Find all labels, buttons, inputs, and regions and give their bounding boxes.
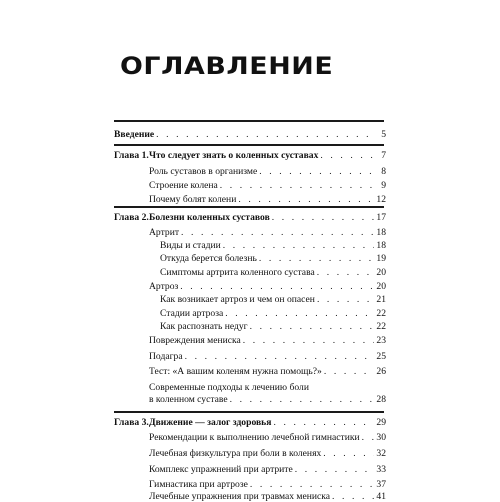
toc-label: Комплекс упражнений при артрите [149,464,293,475]
toc-label: Что следует знать о коленных суставах [149,150,319,161]
toc-entry[interactable] [149,394,386,405]
toc-label: Артроз [149,281,179,292]
toc-entry[interactable] [149,335,386,346]
dot-leader [185,351,374,362]
toc-page-number: 9 [381,180,386,191]
dot-leader [320,150,374,161]
toc-label: Строение колена [149,180,218,191]
dot-leader [259,253,374,264]
dot-leader [238,194,374,205]
dot-leader [220,180,374,191]
toc-label: Тест: «А вашим коленям нужна помощь?» [149,366,322,377]
toc-entry[interactable] [149,194,386,205]
toc-label: Лечебная физкультура при боли в коленях [149,448,322,459]
toc-page-number: 26 [376,366,386,377]
toc-page-number: 17 [376,212,386,223]
toc-page-number: 21 [376,294,386,305]
toc-label: Симптомы артрита коленного сустава [160,267,315,278]
toc-entry[interactable] [149,281,386,292]
toc-entry-intro[interactable] [114,129,386,140]
toc-entry[interactable] [149,448,386,459]
toc-label: Лечебные упражнения при травмах мениска [149,491,331,502]
dot-leader [156,129,374,140]
toc-entry[interactable] [160,308,386,319]
toc-label: Подагра [149,351,183,362]
dot-leader [250,479,374,490]
toc-label: Движение — залог здоровья [149,417,272,428]
toc-label: в коленном суставе [149,394,228,405]
toc-label: Повреждения мениска [149,335,241,346]
toc-entry[interactable] [160,294,386,305]
toc-entry-chapter-1[interactable] [149,150,386,161]
toc-page-number: 22 [376,308,386,319]
toc-page-number: 37 [376,479,386,490]
toc-label: Рекомендации к выполнению лечебной гимнастики [149,432,360,443]
toc-label: Как возникает артроз и чем он опасен [160,294,315,305]
dot-leader [272,212,374,223]
toc-entry[interactable] [149,491,386,502]
toc-page-number: 20 [376,267,386,278]
toc-entry[interactable] [149,479,386,490]
toc-entry[interactable] [160,240,386,251]
divider [114,411,384,413]
dot-leader [323,448,374,459]
toc-entry[interactable] [149,166,386,177]
toc-label: Как распознать недуг [160,321,248,332]
toc-page-number: 29 [376,417,386,428]
toc-page-number: 5 [381,129,386,140]
dot-leader [332,491,374,502]
toc-label: Роль суставов в организме [149,166,258,177]
toc-label: Почему болят колени [149,194,237,205]
toc-page-number: 8 [381,166,386,177]
chapter-number: Глава 2. [114,212,149,223]
toc-entry-line1[interactable]: Современные подходы к лечению боли [149,382,309,393]
toc-entry[interactable] [160,267,386,278]
dot-leader [250,321,374,332]
toc-page-number: 32 [376,448,386,459]
toc-label: Виды и стадии [160,240,221,251]
toc-page-number: 22 [376,321,386,332]
dot-leader [295,464,374,475]
divider [114,144,384,146]
toc-entry[interactable] [149,180,386,191]
dot-leader [259,166,374,177]
toc-label: Болезни коленных суставов [149,212,270,223]
toc-entry[interactable] [160,253,386,264]
dot-leader [225,308,374,319]
dot-leader [317,267,374,278]
toc-page-number: 23 [376,335,386,346]
toc-entry[interactable] [149,351,386,362]
chapter-number: Глава 3. [114,417,149,428]
toc-page-number: 19 [376,253,386,264]
toc-page-number: 28 [376,394,386,405]
dot-leader [243,335,374,346]
dot-leader [362,432,374,443]
dot-leader [223,240,374,251]
toc-page-number: 25 [376,351,386,362]
divider [114,206,384,208]
toc-entry-chapter-2[interactable] [149,212,386,223]
dot-leader [181,227,374,238]
dot-leader [230,394,374,405]
toc-label: Стадии артроза [160,308,224,319]
toc-page-number: 33 [376,464,386,475]
dot-leader [180,281,374,292]
toc-page-number: 41 [376,491,386,502]
toc-entry[interactable] [149,432,386,443]
dot-leader [324,366,374,377]
toc-entry[interactable] [160,321,386,332]
toc-label: Гимнастика при артрозе [149,479,248,490]
toc-entry[interactable] [149,227,386,238]
chapter-number: Глава 1. [114,150,149,161]
toc-page-number: 18 [376,240,386,251]
dot-leader [273,417,374,428]
divider-top [114,120,384,122]
toc-label: Введение [114,129,155,140]
toc-entry-chapter-3[interactable] [149,417,386,428]
toc-label: Откуда берется болезнь [160,253,257,264]
toc-page-number: 12 [376,194,386,205]
dot-leader [317,294,374,305]
toc-entry[interactable] [149,366,386,377]
toc-page-number: 7 [381,150,386,161]
page-title: ОГЛАВЛЕНИЕ [120,52,334,80]
toc-entry[interactable] [149,464,386,475]
toc-page-number: 18 [376,227,386,238]
toc-page-number: 30 [376,432,386,443]
toc-label: Артрит [149,227,180,238]
toc-page-number: 20 [376,281,386,292]
